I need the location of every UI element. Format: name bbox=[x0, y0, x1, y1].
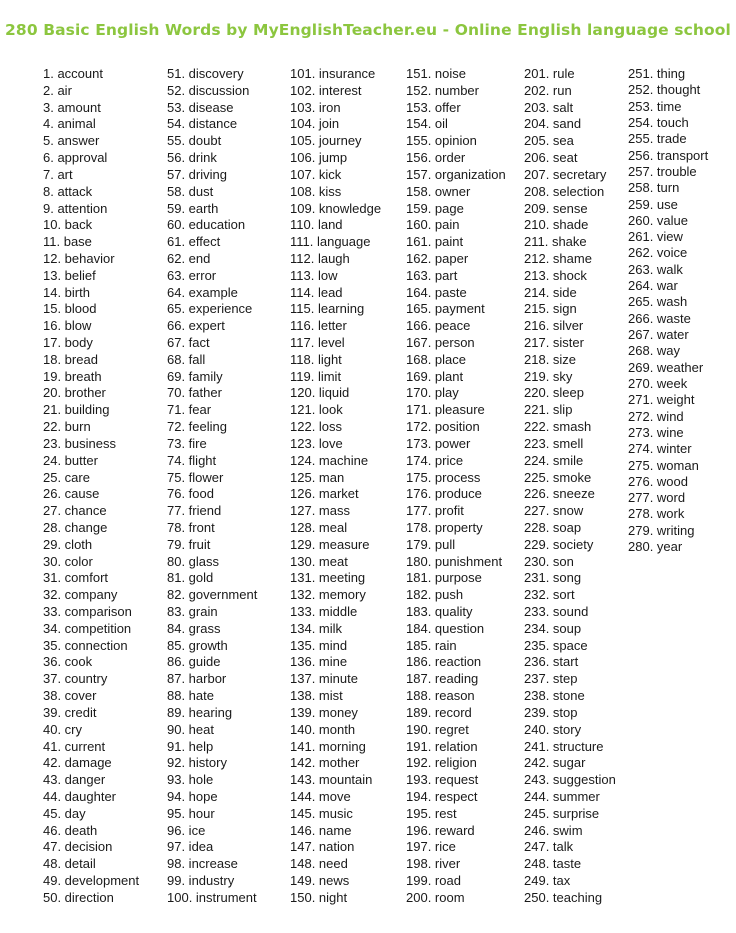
word-list-item: 20. brother bbox=[43, 385, 106, 401]
word-list-item: 120. liquid bbox=[290, 385, 350, 401]
word-list-item: 101. insurance bbox=[290, 66, 376, 81]
word-list-item: 255. trade bbox=[628, 131, 687, 147]
word-list-item: 13. belief bbox=[43, 267, 96, 283]
word-list-item: 12. behavior bbox=[43, 250, 115, 266]
word-list-item: 11. base bbox=[43, 234, 92, 250]
word-list-item: 31. comfort bbox=[43, 570, 109, 586]
word-list-item: 92. history bbox=[167, 755, 227, 771]
word-list-item: 144. move bbox=[290, 788, 351, 804]
word-list-item: 112. laugh bbox=[290, 250, 350, 266]
word-column-6 bbox=[628, 66, 708, 555]
word-list-item: 182. push bbox=[406, 587, 464, 603]
word-list-item: 43. danger bbox=[43, 772, 106, 788]
word-list-item: 242. sugar bbox=[524, 755, 586, 771]
word-list-item: 175. process bbox=[406, 469, 481, 485]
word-list-item: 257. trouble bbox=[628, 163, 697, 179]
word-list-item: 153. offer bbox=[406, 99, 461, 115]
word-list-item: 23. business bbox=[43, 435, 116, 451]
word-list-item: 78. front bbox=[167, 519, 215, 535]
word-list-item: 212. shame bbox=[524, 250, 592, 266]
word-list-item: 19. breath bbox=[43, 368, 102, 384]
word-list-item: 239. stop bbox=[524, 704, 578, 720]
word-list-item: 137. minute bbox=[290, 671, 358, 687]
word-list-item: 68. fall bbox=[167, 351, 206, 367]
word-list-item: 220. sleep bbox=[524, 385, 584, 401]
word-list-item: 201. rule bbox=[524, 66, 575, 81]
word-list-item: 114. lead bbox=[290, 284, 343, 300]
word-list-item: 267. water bbox=[628, 327, 689, 342]
word-list-item: 190. regret bbox=[406, 721, 469, 737]
word-list-item: 118. light bbox=[290, 351, 342, 367]
word-list-item: 158. owner bbox=[406, 183, 471, 199]
word-list-item: 21. building bbox=[43, 402, 110, 418]
word-list-item: 156. order bbox=[406, 150, 466, 166]
word-list-item: 233. sound bbox=[524, 604, 589, 619]
word-list-item: 245. surprise bbox=[524, 805, 600, 821]
word-list-item: 64. example bbox=[167, 284, 238, 300]
word-list-item: 203. salt bbox=[524, 99, 574, 115]
word-list-item: 186. reaction bbox=[406, 654, 482, 670]
word-list-item: 48. detail bbox=[43, 856, 96, 872]
word-list-item: 202. run bbox=[524, 82, 572, 98]
word-list-item: 207. secretary bbox=[524, 166, 607, 182]
word-list-item: 261. view bbox=[628, 229, 683, 245]
word-list-item: 236. start bbox=[524, 654, 579, 670]
word-list-item: 198. river bbox=[406, 856, 461, 872]
word-list-item: 136. mine bbox=[290, 654, 348, 670]
word-list-item: 221. slip bbox=[524, 402, 573, 418]
word-list-item: 87. harbor bbox=[167, 671, 227, 687]
word-list-item: 160. pain bbox=[406, 217, 460, 233]
word-list-item: 83. grain bbox=[167, 604, 218, 619]
word-list-item: 253. time bbox=[628, 98, 682, 114]
word-list-item: 90. heat bbox=[167, 721, 214, 737]
word-list-item: 199. road bbox=[406, 873, 461, 888]
word-list-item: 33. comparison bbox=[43, 604, 132, 619]
word-list-item: 99. industry bbox=[167, 873, 235, 888]
word-list-item: 63. error bbox=[167, 267, 217, 283]
word-list-item: 113. low bbox=[290, 267, 338, 283]
word-list-item: 192. religion bbox=[406, 755, 477, 771]
word-list-item: 1. account bbox=[43, 66, 103, 81]
word-list-item: 210. shade bbox=[524, 217, 589, 233]
word-list-item: 268. way bbox=[628, 343, 681, 359]
word-list-item: 71. fear bbox=[167, 402, 212, 418]
word-list-item: 250. teaching bbox=[524, 889, 603, 905]
word-list-item: 128. meal bbox=[290, 519, 348, 535]
word-list-item: 111. language bbox=[290, 234, 371, 250]
word-list-item: 172. position bbox=[406, 419, 480, 435]
word-list-item: 40. cry bbox=[43, 721, 83, 737]
word-list-item: 178. property bbox=[406, 519, 483, 535]
word-list-item: 206. seat bbox=[524, 150, 578, 166]
word-list-item: 80. glass bbox=[167, 553, 220, 569]
word-list-item: 107. kick bbox=[290, 166, 342, 182]
word-list-item: 217. sister bbox=[524, 335, 584, 350]
word-list-item: 276. wood bbox=[628, 473, 688, 489]
word-list-item: 152. number bbox=[406, 82, 479, 98]
word-list-item: 8. attack bbox=[43, 183, 93, 199]
word-list-item: 209. sense bbox=[524, 200, 588, 216]
word-list-item: 109. knowledge bbox=[290, 200, 382, 216]
word-list-item: 218. size bbox=[524, 351, 577, 367]
word-list-item: 168. place bbox=[406, 351, 466, 367]
word-list-item: 200. room bbox=[406, 889, 465, 905]
word-list-item: 247. talk bbox=[524, 839, 574, 855]
word-list-item: 34. competition bbox=[43, 620, 132, 636]
word-list-item: 148. need bbox=[290, 856, 348, 872]
word-list-item: 177. profit bbox=[406, 503, 464, 519]
word-list-item: 30. color bbox=[43, 553, 93, 569]
word-list-item: 249. tax bbox=[524, 873, 571, 888]
word-list-item: 29. cloth bbox=[43, 536, 93, 552]
word-column-1 bbox=[43, 66, 139, 907]
word-list-item: 32. company bbox=[43, 587, 118, 603]
word-list-item: 150. night bbox=[290, 889, 348, 905]
word-list-item: 37. country bbox=[43, 671, 108, 687]
word-list-item: 164. paste bbox=[406, 284, 467, 300]
word-list-item: 272. wind bbox=[628, 408, 684, 424]
word-list-item: 59. earth bbox=[167, 200, 219, 216]
word-list-item: 225. smoke bbox=[524, 469, 592, 485]
word-list-item: 135. mind bbox=[290, 637, 348, 653]
word-list-item: 163. part bbox=[406, 267, 458, 283]
word-list-item: 76. food bbox=[167, 486, 214, 502]
word-list-item: 169. plant bbox=[406, 368, 464, 384]
word-list-item: 103. iron bbox=[290, 99, 341, 115]
word-list-item: 85. growth bbox=[167, 637, 228, 653]
word-column-5 bbox=[524, 66, 616, 907]
word-list-item: 10. back bbox=[43, 217, 93, 233]
word-list-item: 174. price bbox=[406, 452, 464, 468]
word-list-item: 41. current bbox=[43, 738, 106, 754]
word-list-item: 130. meat bbox=[290, 553, 348, 569]
word-list-item: 226. sneeze bbox=[524, 486, 595, 502]
word-list-item: 205. sea bbox=[524, 133, 574, 149]
word-list-item: 154. oil bbox=[406, 116, 448, 132]
word-list-item: 279. writing bbox=[628, 522, 695, 538]
word-list-item: 234. soup bbox=[524, 620, 582, 636]
word-list-item: 149. news bbox=[290, 873, 350, 888]
word-list-item: 94. hope bbox=[167, 788, 218, 804]
word-list-item: 3. amount bbox=[43, 99, 101, 115]
word-list-item: 264. war bbox=[628, 278, 678, 294]
word-list-item: 179. pull bbox=[406, 536, 456, 552]
word-list-item: 9. attention bbox=[43, 200, 108, 216]
word-list-item: 39. credit bbox=[43, 704, 97, 720]
word-list-item: 55. doubt bbox=[167, 133, 222, 149]
word-list-item: 193. request bbox=[406, 772, 479, 788]
word-list-item: 244. summer bbox=[524, 788, 600, 804]
word-list-item: 134. milk bbox=[290, 620, 343, 636]
word-list-item: 231. song bbox=[524, 570, 582, 586]
word-list-item: 131. meeting bbox=[290, 570, 366, 586]
word-list-item: 115. learning bbox=[290, 301, 365, 317]
word-list-item: 58. dust bbox=[167, 183, 214, 199]
word-list-item: 224. smile bbox=[524, 452, 584, 468]
word-list-item: 243. suggestion bbox=[524, 772, 616, 788]
word-list-item: 176. produce bbox=[406, 486, 482, 502]
word-list-item: 79. fruit bbox=[167, 536, 211, 552]
word-list-item: 273. wine bbox=[628, 424, 684, 440]
word-list-item: 248. taste bbox=[524, 856, 582, 872]
word-list-item: 256. transport bbox=[628, 147, 709, 163]
word-list-item: 214. side bbox=[524, 284, 577, 300]
word-list-item: 91. help bbox=[167, 738, 214, 754]
word-list-item: 167. person bbox=[406, 335, 475, 350]
word-list-item: 219. sky bbox=[524, 368, 573, 384]
word-list-item: 162. paper bbox=[406, 250, 469, 266]
word-list-item: 146. name bbox=[290, 822, 352, 838]
word-column-4 bbox=[406, 66, 506, 907]
word-list-item: 28. change bbox=[43, 519, 108, 535]
word-list-item: 122. loss bbox=[290, 419, 343, 435]
word-list-item: 53. disease bbox=[167, 99, 234, 115]
word-list-item: 187. reading bbox=[406, 671, 479, 687]
word-list-item: 24. butter bbox=[43, 452, 98, 468]
word-list-item: 127. mass bbox=[290, 503, 350, 519]
word-list-item: 145. music bbox=[290, 805, 353, 821]
word-list-item: 7. art bbox=[43, 166, 73, 182]
word-list-item: 194. respect bbox=[406, 788, 478, 804]
word-list-item: 106. jump bbox=[290, 150, 348, 166]
word-list-item: 110. land bbox=[290, 217, 343, 233]
word-list-item: 271. weight bbox=[628, 392, 695, 408]
word-list-item: 259. use bbox=[628, 196, 678, 212]
word-list-item: 81. gold bbox=[167, 570, 214, 586]
word-list-item: 51. discovery bbox=[167, 66, 244, 81]
word-list-item: 6. approval bbox=[43, 150, 108, 166]
word-list-item: 129. measure bbox=[290, 536, 370, 552]
word-list-item: 188. reason bbox=[406, 688, 475, 704]
word-list-item: 230. son bbox=[524, 553, 574, 569]
word-list-item: 100. instrument bbox=[167, 889, 257, 905]
word-list-item: 22. burn bbox=[43, 419, 91, 435]
word-list-item: 195. rest bbox=[406, 805, 457, 821]
word-list-item: 65. experience bbox=[167, 301, 253, 317]
word-list-item: 204. sand bbox=[524, 116, 582, 132]
word-list-item: 54. distance bbox=[167, 116, 238, 132]
word-list-item: 229. society bbox=[524, 536, 594, 552]
word-list-item: 171. pleasure bbox=[406, 402, 485, 418]
word-list-item: 280. year bbox=[628, 539, 683, 555]
word-list-item: 133. middle bbox=[290, 604, 358, 619]
word-list-item: 56. drink bbox=[167, 150, 217, 166]
word-list-item: 185. rain bbox=[406, 637, 457, 653]
word-column-3 bbox=[290, 66, 381, 907]
word-list-item: 266. waste bbox=[628, 310, 691, 326]
page-title: 280 Basic English Words by MyEnglishTeacher.eu - Online English language school bbox=[5, 21, 731, 39]
word-list-item: 35. connection bbox=[43, 637, 128, 653]
word-list-item: 88. hate bbox=[167, 688, 214, 704]
word-list-item: 126. market bbox=[290, 486, 359, 502]
word-list-item: 246. swim bbox=[524, 822, 583, 838]
word-list-item: 138. mist bbox=[290, 688, 343, 704]
word-list-item: 274. winter bbox=[628, 441, 692, 457]
word-list-item: 52. discussion bbox=[167, 82, 250, 98]
word-list-item: 238. stone bbox=[524, 688, 585, 704]
word-list-item: 132. memory bbox=[290, 587, 366, 603]
word-list-item: 15. blood bbox=[43, 301, 97, 317]
word-list-item: 62. end bbox=[167, 250, 211, 266]
word-list-item: 102. interest bbox=[290, 82, 362, 98]
word-list-item: 139. money bbox=[290, 704, 358, 720]
word-list-item: 252. thought bbox=[628, 82, 701, 98]
word-list-item: 47. decision bbox=[43, 839, 113, 855]
word-list-item: 216. silver bbox=[524, 318, 584, 334]
word-list-item: 165. payment bbox=[406, 301, 485, 317]
word-list-item: 166. peace bbox=[406, 318, 471, 334]
word-list-item: 84. grass bbox=[167, 620, 221, 636]
word-list-item: 42. damage bbox=[43, 755, 112, 771]
word-list-item: 93. hole bbox=[167, 772, 214, 788]
word-list-item: 140. month bbox=[290, 721, 356, 737]
word-list-item: 61. effect bbox=[167, 234, 221, 250]
word-list-item: 213. shock bbox=[524, 267, 587, 283]
word-list-item: 74. flight bbox=[167, 452, 217, 468]
word-list-item: 159. page bbox=[406, 200, 464, 216]
word-list-item: 96. ice bbox=[167, 822, 206, 838]
word-list-item: 260. value bbox=[628, 212, 688, 228]
word-list-item: 75. flower bbox=[167, 469, 224, 485]
word-list-item: 26. cause bbox=[43, 486, 100, 502]
word-list-item: 69. family bbox=[167, 368, 223, 384]
word-list-item: 223. smell bbox=[524, 435, 584, 451]
word-list-item: 97. idea bbox=[167, 839, 214, 855]
word-list-item: 197. rice bbox=[406, 839, 456, 855]
word-list-item: 277. word bbox=[628, 490, 686, 506]
word-list-item: 275. woman bbox=[628, 457, 699, 473]
word-column-2 bbox=[167, 66, 257, 907]
word-list-item: 38. cover bbox=[43, 688, 97, 704]
word-list-item: 211. shake bbox=[524, 234, 587, 250]
word-list-item: 151. noise bbox=[406, 66, 466, 81]
word-list-item: 232. sort bbox=[524, 587, 575, 603]
word-list-item: 66. expert bbox=[167, 318, 225, 334]
word-list-item: 44. daughter bbox=[43, 788, 117, 804]
word-list-item: 181. purpose bbox=[406, 570, 482, 586]
word-list-item: 123. love bbox=[290, 435, 343, 451]
word-list-item: 184. question bbox=[406, 620, 485, 636]
word-list-item: 189. record bbox=[406, 704, 472, 720]
word-list-item: 183. quality bbox=[406, 604, 473, 619]
word-list-item: 72. feeling bbox=[167, 419, 227, 435]
word-list-item: 18. bread bbox=[43, 351, 98, 367]
word-list-item: 70. father bbox=[167, 385, 222, 401]
word-list-item: 89. hearing bbox=[167, 704, 233, 720]
word-list-item: 251. thing bbox=[628, 66, 686, 81]
word-list-item: 16. blow bbox=[43, 318, 92, 334]
word-list-item: 240. story bbox=[524, 721, 582, 737]
word-list-item: 124. machine bbox=[290, 452, 369, 468]
word-list-item: 173. power bbox=[406, 435, 471, 451]
word-list-item: 161. paint bbox=[406, 234, 464, 250]
word-list-item: 263. walk bbox=[628, 261, 683, 277]
word-list-item: 227. snow bbox=[524, 503, 584, 519]
word-list-item: 142. mother bbox=[290, 755, 360, 771]
word-list-item: 46. death bbox=[43, 822, 98, 838]
word-list-item: 125. man bbox=[290, 469, 345, 485]
word-list-item: 147. nation bbox=[290, 839, 355, 855]
word-list-item: 82. government bbox=[167, 587, 258, 603]
word-list-item: 241. structure bbox=[524, 738, 604, 754]
word-list-item: 215. sign bbox=[524, 301, 577, 317]
word-list-item: 119. limit bbox=[290, 368, 342, 384]
word-list-item: 157. organization bbox=[406, 166, 506, 182]
word-list-item: 265. wash bbox=[628, 294, 688, 310]
word-list-item: 45. day bbox=[43, 805, 86, 821]
word-list-item: 73. fire bbox=[167, 435, 207, 451]
word-list-item: 235. space bbox=[524, 637, 588, 653]
word-list-item: 27. chance bbox=[43, 503, 107, 519]
word-list-item: 143. mountain bbox=[290, 772, 373, 788]
word-list-item: 60. education bbox=[167, 217, 246, 233]
word-list-item: 14. birth bbox=[43, 284, 90, 300]
word-list-item: 180. punishment bbox=[406, 553, 503, 569]
word-list-item: 95. hour bbox=[167, 805, 215, 821]
word-list-item: 98. increase bbox=[167, 856, 238, 872]
word-list-item: 121. look bbox=[290, 402, 343, 418]
word-list-item: 269. weather bbox=[628, 359, 704, 375]
word-list-item: 17. body bbox=[43, 335, 93, 350]
word-list-item: 262. voice bbox=[628, 245, 688, 261]
word-list-item: 170. play bbox=[406, 385, 459, 401]
word-list-item: 86. guide bbox=[167, 654, 221, 670]
word-list-item: 105. journey bbox=[290, 133, 362, 149]
word-list-item: 117. level bbox=[290, 335, 345, 350]
word-list-item: 208. selection bbox=[524, 183, 605, 199]
word-list-item: 116. letter bbox=[290, 318, 347, 334]
word-list-item: 67. fact bbox=[167, 335, 210, 350]
word-list-item: 222. smash bbox=[524, 419, 592, 435]
word-list-item: 191. relation bbox=[406, 738, 478, 754]
word-list-item: 141. morning bbox=[290, 738, 366, 754]
word-list-item: 77. friend bbox=[167, 503, 222, 519]
word-list-item: 36. cook bbox=[43, 654, 93, 670]
word-list-item: 270. week bbox=[628, 375, 688, 391]
word-list-item: 49. development bbox=[43, 873, 140, 888]
word-list-item: 4. animal bbox=[43, 116, 96, 132]
word-list-item: 2. air bbox=[43, 82, 72, 98]
word-list-item: 196. reward bbox=[406, 822, 475, 838]
word-list-item: 25. care bbox=[43, 469, 90, 485]
word-list-item: 278. work bbox=[628, 506, 685, 522]
word-list-item: 258. turn bbox=[628, 180, 680, 196]
word-list-item: 228. soap bbox=[524, 519, 582, 535]
word-list-item: 50. direction bbox=[43, 889, 114, 905]
word-list-item: 254. touch bbox=[628, 114, 689, 130]
word-list-item: 104. join bbox=[290, 116, 340, 132]
word-list-item: 108. kiss bbox=[290, 183, 342, 199]
word-list-item: 237. step bbox=[524, 671, 578, 687]
word-list-item: 57. driving bbox=[167, 166, 227, 182]
word-list-item: 5. answer bbox=[43, 133, 100, 149]
word-list-item: 155. opinion bbox=[406, 133, 477, 149]
